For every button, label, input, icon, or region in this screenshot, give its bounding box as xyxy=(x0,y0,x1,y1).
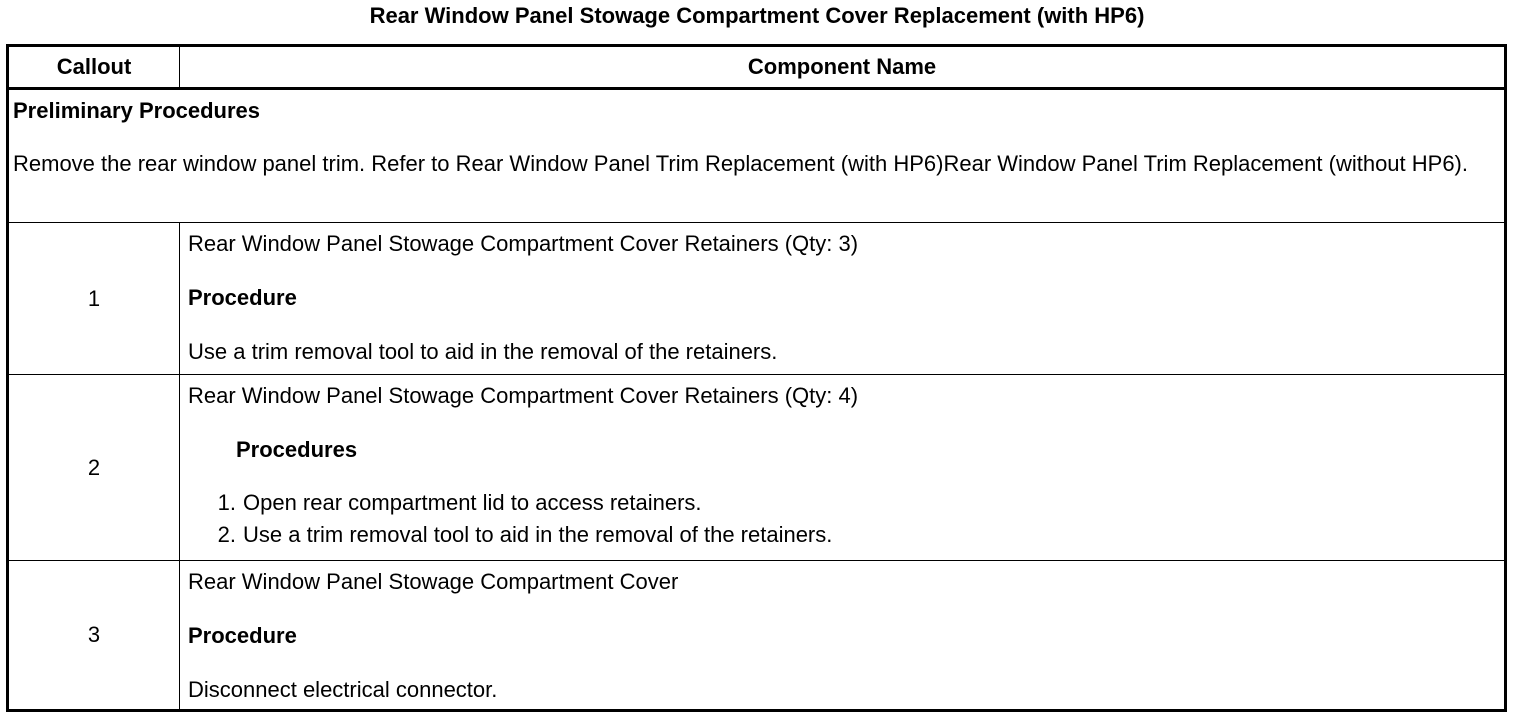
table-row xyxy=(8,223,1506,375)
table-row xyxy=(8,561,1506,711)
step-number: 2. xyxy=(217,522,236,547)
callout-number: 3 xyxy=(8,561,180,711)
procedure-heading: Procedures xyxy=(236,437,358,462)
table-header-row xyxy=(8,46,1506,89)
list-item xyxy=(188,519,1498,551)
component-name: Rear Window Panel Stowage Compartment Cover Retainers (Qty: 4) xyxy=(188,383,859,408)
procedure-heading: Procedure xyxy=(188,623,297,648)
preliminary-text: Remove the rear window panel trim. Refer to Rear Window Panel Trim Replacement (with HP6)Rear Window Panel Trim Replacement (without HP6). xyxy=(13,151,1468,176)
procedure-heading: Procedure xyxy=(188,285,297,310)
component-cell xyxy=(180,375,1506,561)
component-name: Rear Window Panel Stowage Compartment Cover Retainers (Qty: 3) xyxy=(188,231,859,256)
list-item xyxy=(188,487,1498,519)
component-name: Rear Window Panel Stowage Compartment Cover xyxy=(188,569,679,594)
component-cell xyxy=(180,223,1506,375)
header-callout: Callout xyxy=(8,46,180,89)
procedure-text: Use a trim removal tool to aid in the removal of the retainers. xyxy=(188,339,778,364)
procedure-text: Disconnect electrical connector. xyxy=(188,677,498,702)
step-number: 1. xyxy=(217,490,236,515)
preliminary-row xyxy=(8,89,1506,223)
step-text: Use a trim removal tool to aid in the removal of the retainers. xyxy=(243,522,833,547)
preliminary-heading: Preliminary Procedures xyxy=(13,98,261,123)
page-title: Rear Window Panel Stowage Compartment Cover Replacement (with HP6) xyxy=(369,3,1145,28)
callout-number: 2 xyxy=(8,375,180,561)
table-row xyxy=(8,375,1506,561)
step-text: Open rear compartment lid to access retainers. xyxy=(243,490,702,515)
procedure-steps xyxy=(188,487,1498,551)
preliminary-cell xyxy=(8,89,1506,223)
procedure-table xyxy=(6,44,1507,712)
component-cell xyxy=(180,561,1506,711)
callout-number: 1 xyxy=(8,223,180,375)
header-component-name: Component Name xyxy=(180,46,1506,89)
